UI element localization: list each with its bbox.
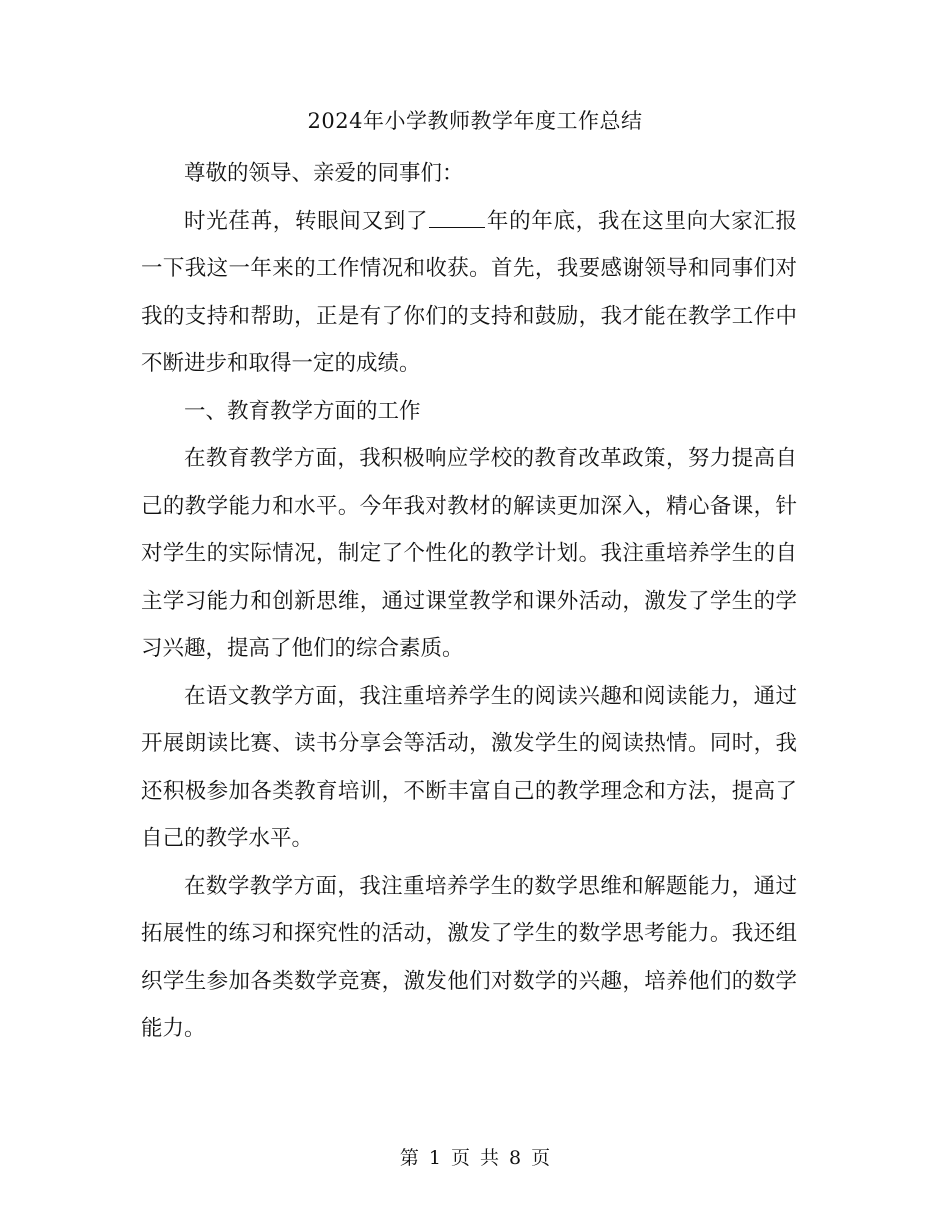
section-heading: 一、教育教学方面的工作 [184,398,421,424]
paragraph-intro-start: 时光荏苒，转眼间又到了 [184,208,429,234]
paragraph-teaching: 在教育教学方面，我积极响应学校的教育改革政策，努力提高自己的教学能力和水平。今年我对教材的解读更加深入，精心备课，针对学生的实际情况，制定了个性化的教学计划。我注重培养学生的自主学习能力和创新思维，通过课堂教学和课外活动，激发了学生的学习兴趣，提高了他们的综合素质。 [141,446,797,661]
paragraph-intro-rest: 年的年底，我在这里向大家汇报一下我这一年来的工作情况和收获。首先，我要感谢领导和同事们对我的支持和帮助，正是有了你们的支持和鼓励，我才能在教学工作中不断进步和取得一定的成绩。 [141,208,797,376]
paragraph-math: 在数学教学方面，我注重培养学生的数学思维和解题能力，通过拓展性的练习和探究性的活动，激发了学生的数学思考能力。我还组织学生参加各类数学竞赛，激发他们对数学的兴趣，培养他们的数学能力。 [141,873,797,1041]
paragraph-chinese: 在语文教学方面，我注重培养学生的阅读兴趣和阅读能力，通过开展朗读比赛、读书分享会等活动，激发学生的阅读热情。同时，我还积极参加各类教育培训，不断丰富自己的教学理念和方法，提高了自己的教学水平。 [141,683,797,851]
document-body [141,150,797,1053]
year-blank [429,209,485,228]
page-footer: 第 1 页 共 8 页 [399,1147,551,1169]
paragraph-intro [141,198,797,388]
salutation: 尊敬的领导、亲爱的同事们： [184,161,464,186]
document-title: 2024年小学教师教学年度工作总结 [307,109,643,133]
